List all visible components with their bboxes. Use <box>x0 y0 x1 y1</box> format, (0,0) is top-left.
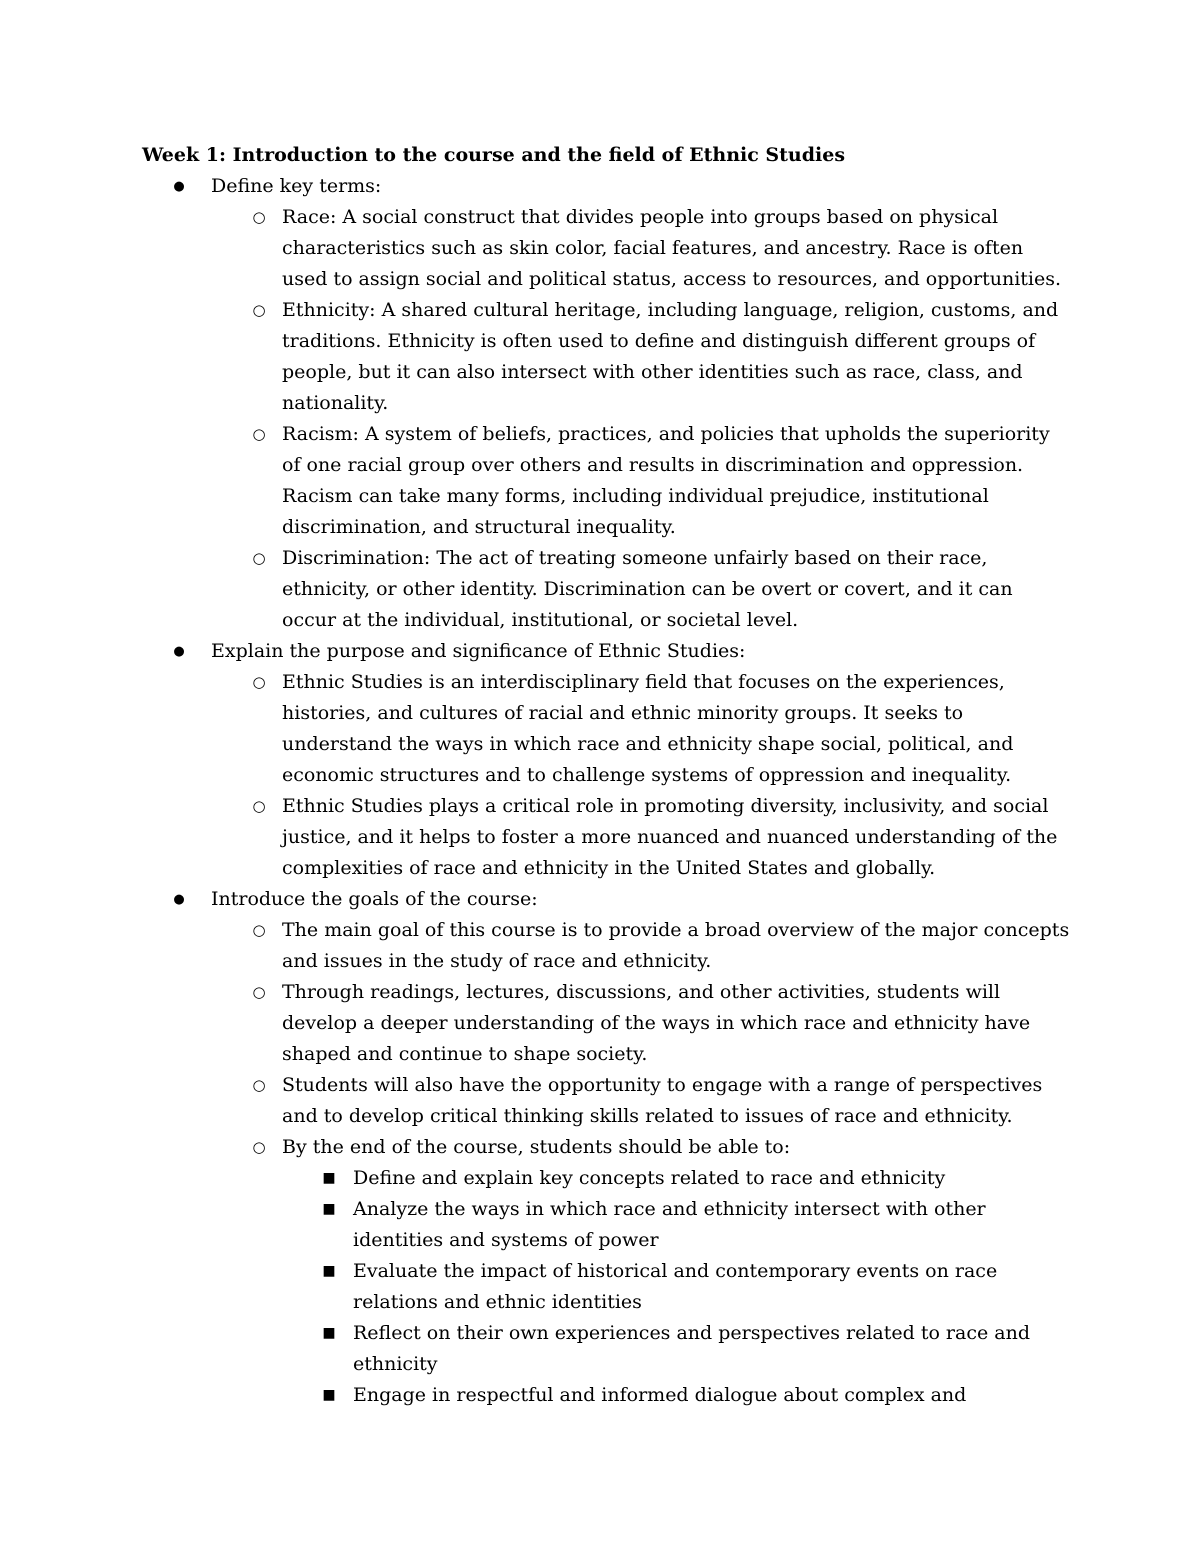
sub-list <box>142 667 1072 884</box>
square-marker: ■ <box>322 1201 336 1217</box>
circle-marker: ○ <box>252 549 266 567</box>
list-item <box>211 977 1072 1070</box>
list-item-text: Through readings, lectures, discussions, and other activities, students will develop a deeper understanding of the ways in which race and ethnicity have shaped and continue to shape society. <box>282 981 1031 1065</box>
list-item <box>211 667 1072 791</box>
bullet-marker: ● <box>173 179 185 194</box>
nested-sub-list <box>211 1163 1072 1411</box>
list-item <box>211 419 1072 543</box>
list-item-text: Discrimination: The act of treating someone unfairly based on their race, ethnicity, or other identity. Discrimination can be overt or covert, and it can occur at the individual, institutional, or societal level. <box>282 547 1013 631</box>
list-item-text: By the end of the course, students should be able to: <box>282 1136 791 1158</box>
list-item-text: The main goal of this course is to provide a broad overview of the major concepts and issues in the study of race and ethnicity. <box>282 919 1070 972</box>
sub-list <box>142 202 1072 636</box>
circle-marker: ○ <box>252 673 266 691</box>
square-marker: ■ <box>322 1170 336 1186</box>
list-item-text: Ethnic Studies plays a critical role in promoting diversity, inclusivity, and social justice, and it helps to foster a more nuanced and nuanced understanding of the complexities of race and ethnicity in the United States and globally. <box>282 795 1058 879</box>
circle-marker: ○ <box>252 1076 266 1094</box>
list-item <box>211 791 1072 884</box>
nested-list-item <box>282 1194 1072 1256</box>
circle-marker: ○ <box>252 301 266 319</box>
list-item-text: Ethnicity: A shared cultural heritage, including language, religion, customs, and traditions. Ethnicity is often used to define and distinguish different groups of people, but it can also intersect with other identities such as race, class, and nationality. <box>282 299 1059 414</box>
document-content <box>142 140 1072 1411</box>
square-marker: ■ <box>322 1325 336 1341</box>
list-item-text: Students will also have the opportunity to engage with a range of perspectives and to develop critical thinking skills related to issues of race and ethnicity. <box>282 1074 1043 1127</box>
list-item-text: Racism: A system of beliefs, practices, and policies that upholds the superiority of one racial group over others and results in discrimination and oppression. Racism can take many forms, including individual prejudice, institutional discrimination, and structural inequality. <box>282 423 1050 538</box>
section-label: Introduce the goals of the course: <box>211 888 538 910</box>
list-item <box>211 295 1072 419</box>
square-marker: ■ <box>322 1263 336 1279</box>
document-title: Week 1: Introduction to the course and the field of Ethnic Studies <box>142 144 846 166</box>
list-item-text: Ethnic Studies is an interdisciplinary field that focuses on the experiences, histories, and cultures of racial and ethnic minority groups. It seeks to understand the ways in which race and ethnicity shape social, political, and economic structures and to challenge systems of oppression and inequality. <box>282 671 1014 786</box>
circle-marker: ○ <box>252 921 266 939</box>
nested-list-item-text: Engage in respectful and informed dialogue about complex and <box>353 1384 967 1406</box>
bullet-marker: ● <box>173 892 185 907</box>
circle-marker: ○ <box>252 797 266 815</box>
section-label: Define key terms: <box>211 175 382 197</box>
nested-list-item <box>282 1318 1072 1380</box>
nested-list-item <box>282 1256 1072 1318</box>
circle-marker: ○ <box>252 208 266 226</box>
nested-list-item-text: Reflect on their own experiences and perspectives related to race and ethnicity <box>353 1322 1030 1375</box>
circle-marker: ○ <box>252 1138 266 1156</box>
bullet-marker: ● <box>173 644 185 659</box>
list-item <box>211 202 1072 295</box>
section-item <box>142 171 1072 636</box>
nested-list-item <box>282 1380 1072 1411</box>
nested-list-item-text: Evaluate the impact of historical and contemporary events on race relations and ethnic identities <box>353 1260 998 1313</box>
section-item <box>142 636 1072 884</box>
circle-marker: ○ <box>252 425 266 443</box>
list-item <box>211 543 1072 636</box>
list-item <box>211 915 1072 977</box>
list-item <box>211 1132 1072 1411</box>
list-item-text: Race: A social construct that divides people into groups based on physical characteristics such as skin color, facial features, and ancestry. Race is often used to assign social and political status, access to resources, and opportunities. <box>282 206 1062 290</box>
section-label: Explain the purpose and significance of Ethnic Studies: <box>211 640 746 662</box>
section-list <box>142 171 1072 1411</box>
nested-list-item-text: Define and explain key concepts related to race and ethnicity <box>353 1167 946 1189</box>
circle-marker: ○ <box>252 983 266 1001</box>
nested-list-item-text: Analyze the ways in which race and ethnicity intersect with other identities and systems of power <box>353 1198 986 1251</box>
nested-list-item <box>282 1163 1072 1194</box>
section-item <box>142 884 1072 1411</box>
sub-list <box>142 915 1072 1411</box>
list-item <box>211 1070 1072 1132</box>
square-marker: ■ <box>322 1387 336 1403</box>
